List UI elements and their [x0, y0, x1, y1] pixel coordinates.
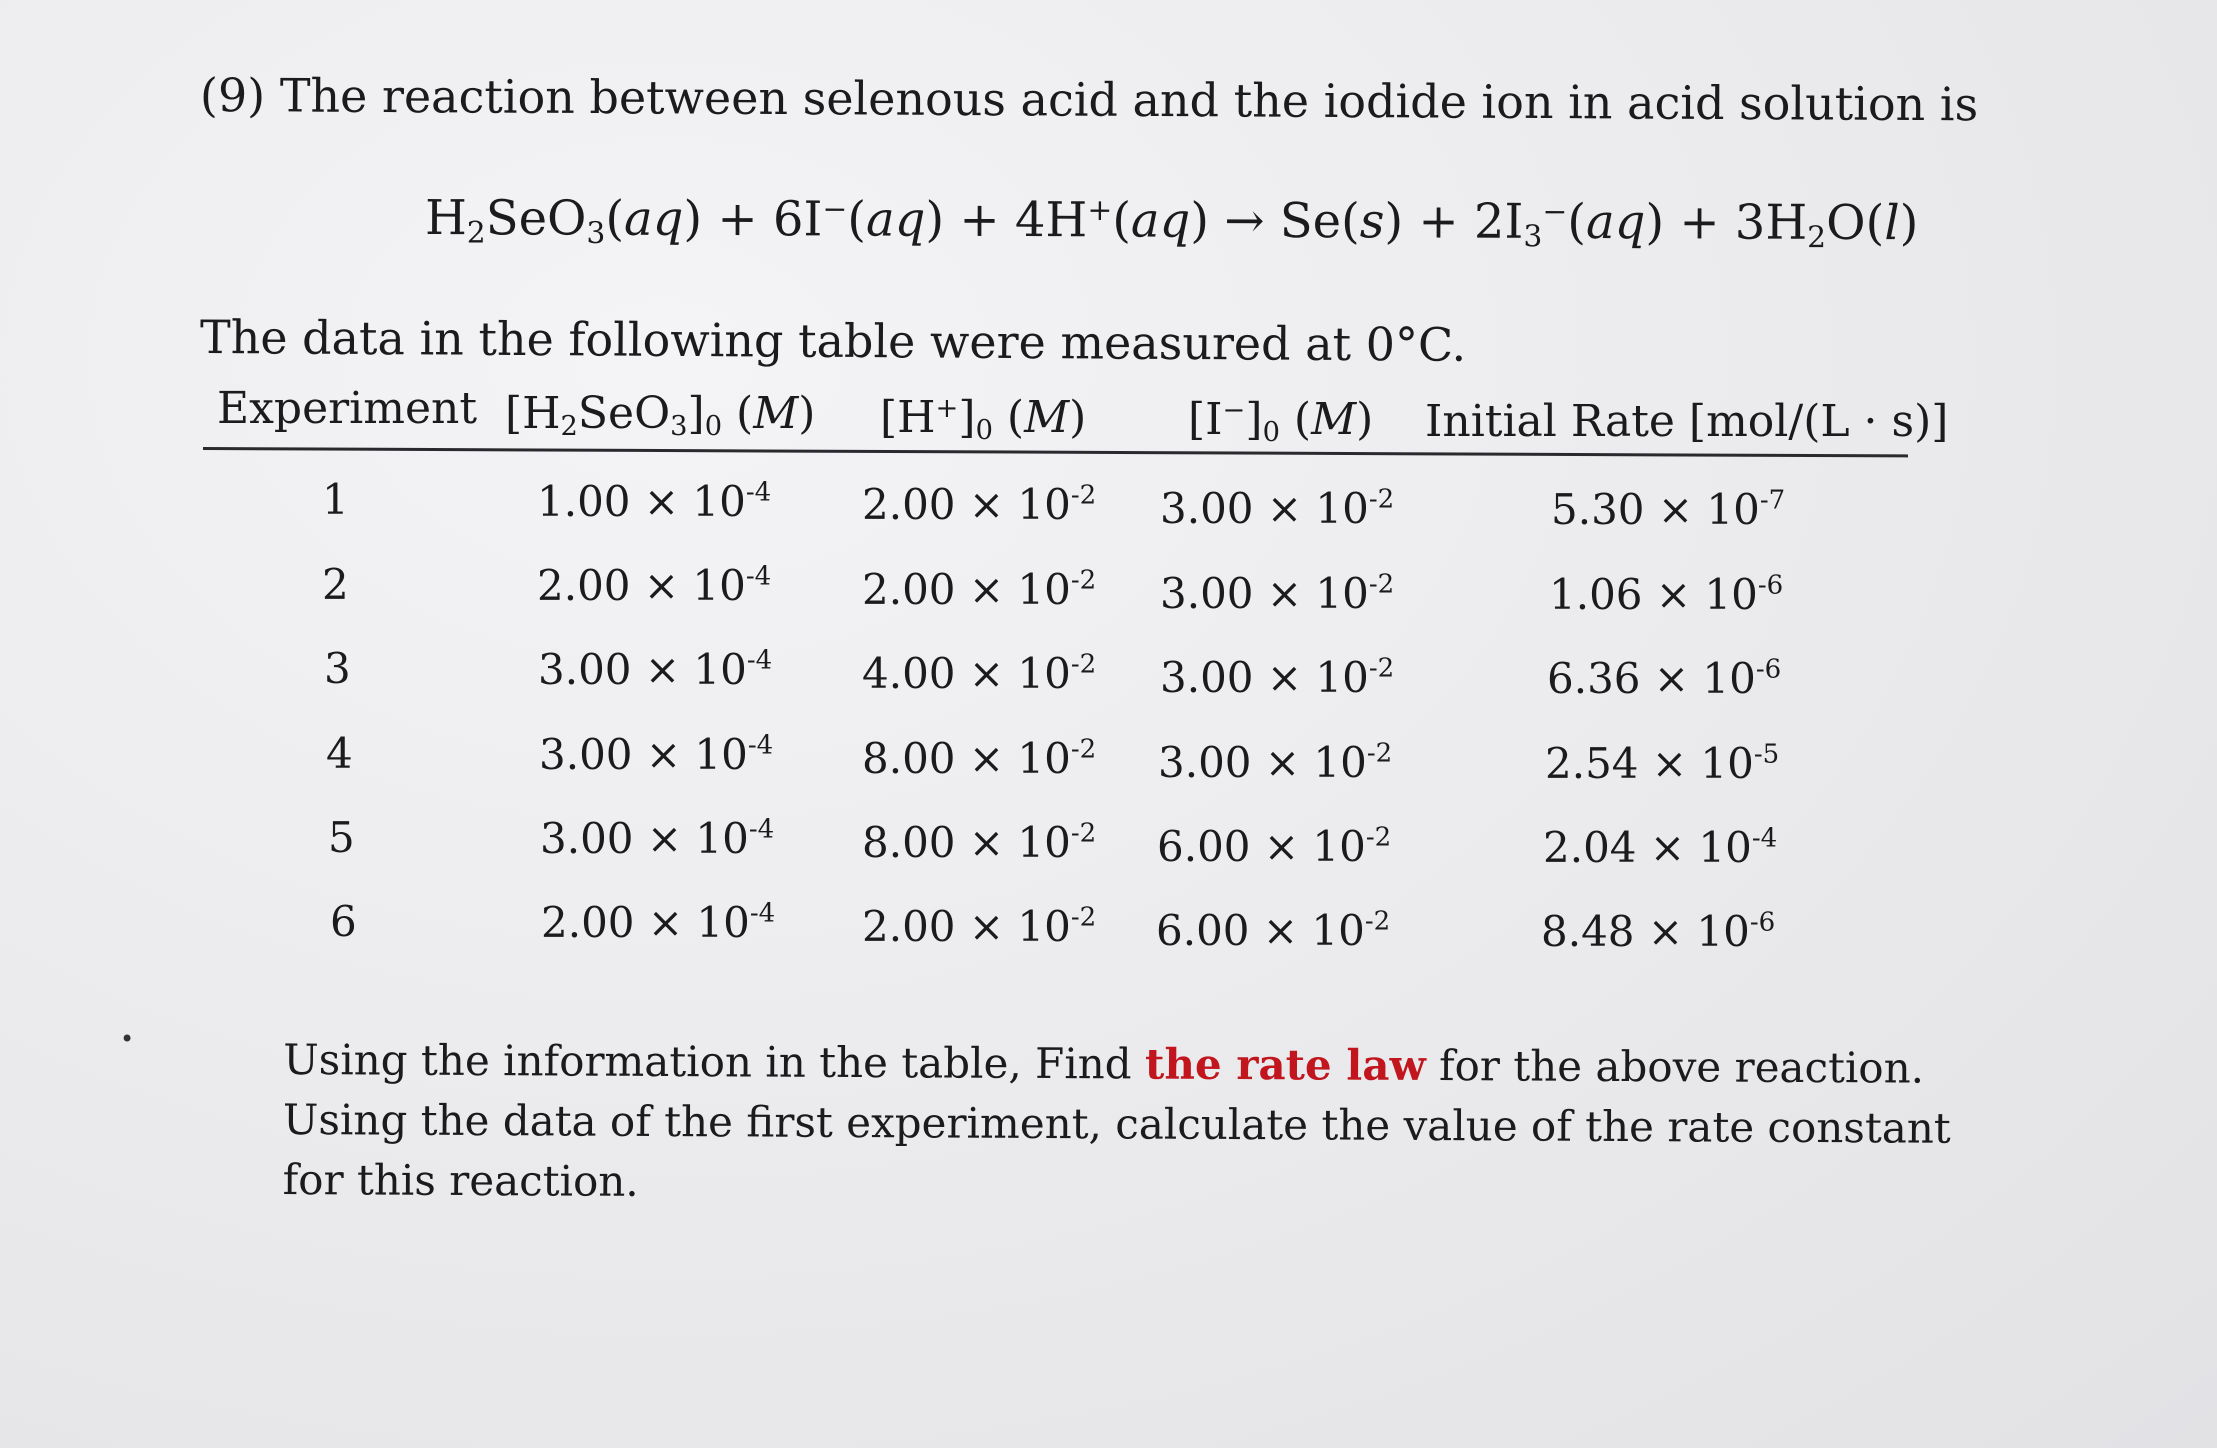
table-row-2-hplus: $2.00 \times 10^{-2}$ — [862, 565, 1097, 614]
table-row-6-h2seo3: $2.00 \times 10^{-4}$ — [541, 898, 776, 947]
table-row-6-hplus: $2.00 \times 10^{-2}$ — [862, 902, 1097, 951]
instructions-text: Using the information in the table, Find the rate law for the above reaction. Using the data of the first experiment, calculate the value of the rate constant for this reaction. — [282, 1035, 1951, 1206]
table-row-5-rate: $2.04 \times 10^{-4}$ — [1543, 823, 1778, 872]
table-row-2-rate: $1.06 \times 10^{-6}$ — [1549, 570, 1784, 619]
header-iminus: $[I^-]_0$ (M) — [1188, 394, 1374, 448]
table-row-1-hplus: $2.00 \times 10^{-2}$ — [862, 480, 1097, 529]
table-row-5-hplus: $8.00 \times 10^{-2}$ — [862, 818, 1097, 867]
table-row-4-exp: 4 — [326, 729, 353, 778]
table-row-1-iminus: $3.00 \times 10^{-2}$ — [1160, 484, 1395, 533]
table-row-2-h2seo3: $2.00 \times 10^{-4}$ — [537, 561, 772, 610]
table-row-1-h2seo3: $1.00 \times 10^{-4}$ — [537, 477, 772, 526]
table-row-4-h2seo3: $3.00 \times 10^{-4}$ — [539, 730, 774, 779]
table-row-3-hplus: $4.00 \times 10^{-2}$ — [862, 649, 1097, 698]
table-row-4-rate: $2.54 \times 10^{-5}$ — [1545, 739, 1780, 788]
chemical-equation: $H_2SeO_3(aq) + 6I^-(aq) + 4H^+(aq) \to Se(s) + 2I_3^-(aq) + 3H_2O(l)$ — [424, 190, 1919, 256]
table-caption: The data in the following table were measured at 0°C. — [199, 310, 1467, 372]
table-row-6-exp: 6 — [330, 897, 357, 946]
table-row-2-exp: 2 — [322, 560, 349, 609]
table-row-5-h2seo3: $3.00 \times 10^{-4}$ — [540, 814, 775, 863]
table-row-2-iminus: $3.00 \times 10^{-2}$ — [1160, 569, 1395, 618]
table-row-5-iminus: $6.00 \times 10^{-2}$ — [1157, 822, 1392, 871]
header-rate: Initial Rate [mol/(L · s)] — [1425, 396, 1949, 447]
header-experiment: Experiment — [217, 383, 478, 434]
stray-mark: • — [120, 1025, 135, 1053]
rate-law-highlight: the rate law — [1144, 1039, 1426, 1090]
table-row-3-rate: $6.36 \times 10^{-6}$ — [1547, 654, 1782, 703]
table-row-3-iminus: $3.00 \times 10^{-2}$ — [1160, 653, 1395, 702]
table-row-6-rate: $8.48 \times 10^{-6}$ — [1541, 907, 1776, 956]
table-row-1-rate: $5.30 \times 10^{-7}$ — [1551, 485, 1786, 534]
table-row-4-iminus: $3.00 \times 10^{-2}$ — [1158, 738, 1393, 787]
table-row-4-hplus: $8.00 \times 10^{-2}$ — [862, 734, 1097, 783]
header-h2seo3: $[H_2SeO_3]_0$ (M) — [505, 388, 816, 442]
reaction-arrow: → — [1224, 192, 1265, 249]
table-row-3-h2seo3: $3.00 \times 10^{-4}$ — [538, 645, 773, 694]
table-row-5-exp: 5 — [328, 813, 355, 862]
table-row-3-exp: 3 — [324, 644, 351, 693]
question-title: (9) The reaction between selenous acid and the iodide ion in acid solution is — [199, 68, 1979, 132]
header-rule — [203, 447, 1908, 457]
table-row-1-exp: 1 — [322, 475, 349, 524]
header-hplus: $[H^+]_0$ (M) — [880, 392, 1087, 446]
table-row-6-iminus: $6.00 \times 10^{-2}$ — [1156, 906, 1391, 955]
